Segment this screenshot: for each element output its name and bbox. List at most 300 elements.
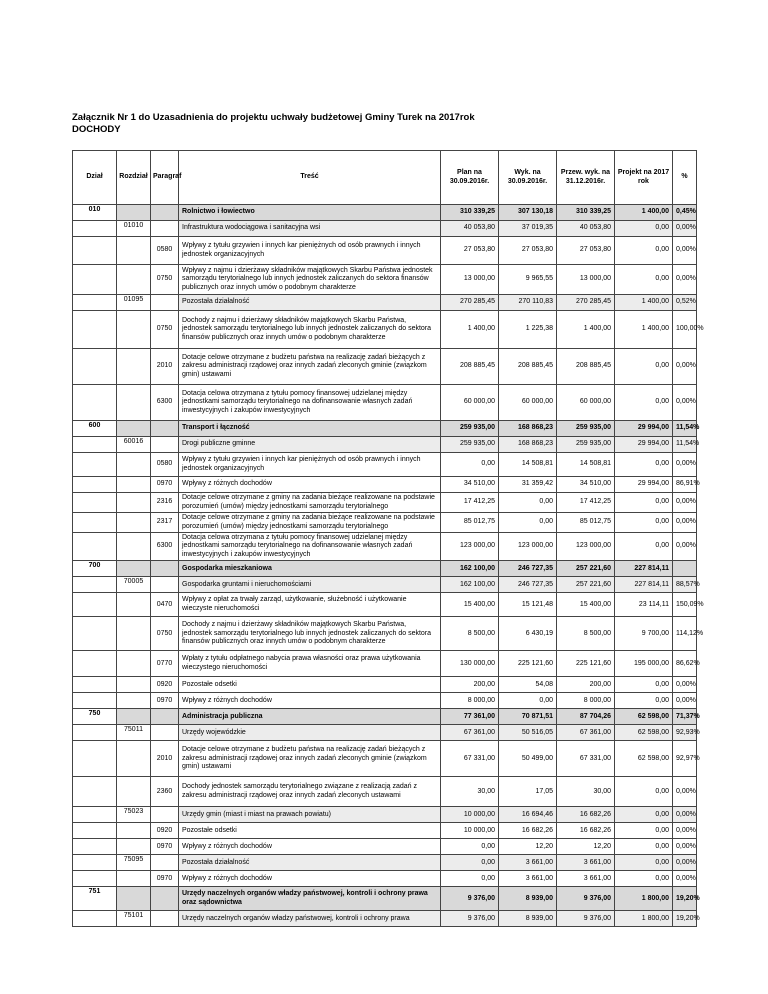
wyk-cell: 307 130,18 <box>499 205 557 221</box>
pct-cell: 86,62% <box>673 651 697 677</box>
projekt-cell: 0,00 <box>615 221 673 237</box>
paragraf-cell <box>151 221 179 237</box>
rozdzial-cell <box>117 651 151 677</box>
rozdzial-cell <box>117 533 151 561</box>
przew-cell: 310 339,25 <box>557 205 615 221</box>
projekt-cell: 29 994,00 <box>615 477 673 493</box>
paragraf-cell <box>151 807 179 823</box>
paragraf-cell <box>151 725 179 741</box>
rozdzial-cell <box>117 385 151 421</box>
wyk-cell: 168 868,23 <box>499 421 557 437</box>
pct-cell: 0,00% <box>673 693 697 709</box>
projekt-cell: 0,00 <box>615 777 673 807</box>
przew-cell: 9 376,00 <box>557 887 615 911</box>
header-projekt: Projekt na 2017 rok <box>615 151 673 205</box>
przew-cell: 30,00 <box>557 777 615 807</box>
tresc-cell: Urzędy naczelnych organów władzy państwowej, kontroli i ochrony prawa oraz sądownictwa <box>179 887 441 911</box>
wyk-cell: 14 508,81 <box>499 453 557 477</box>
rozdzial-row <box>73 725 697 741</box>
tresc-cell: Dotacje celowe otrzymane z gminy na zadania bieżące realizowane na podstawie porozumień (umów) między jednostkami samorządu terytorialnego <box>179 513 441 533</box>
projekt-cell: 9 700,00 <box>615 617 673 651</box>
rozdzial-cell <box>117 741 151 777</box>
plan-cell: 123 000,00 <box>441 533 499 561</box>
plan-cell: 67 331,00 <box>441 741 499 777</box>
dzial-cell <box>73 839 117 855</box>
wyk-cell: 8 939,00 <box>499 911 557 927</box>
projekt-cell: 0,00 <box>615 677 673 693</box>
projekt-cell: 0,00 <box>615 871 673 887</box>
wyk-cell: 0,00 <box>499 513 557 533</box>
paragraf-cell: 0920 <box>151 677 179 693</box>
rozdzial-cell <box>117 265 151 295</box>
plan-cell: 130 000,00 <box>441 651 499 677</box>
plan-cell: 85 012,75 <box>441 513 499 533</box>
paragraf-row <box>73 385 697 421</box>
paragraf-row <box>73 265 697 295</box>
pct-cell: 86,91% <box>673 477 697 493</box>
pct-cell: 0,00% <box>673 807 697 823</box>
pct-cell: 0,00% <box>673 871 697 887</box>
projekt-cell: 62 598,00 <box>615 725 673 741</box>
income-table <box>72 150 704 927</box>
projekt-cell: 1 400,00 <box>615 311 673 349</box>
wyk-cell: 27 053,80 <box>499 237 557 265</box>
tresc-cell: Wpłaty z tytułu odpłatnego nabycia prawa własności oraz prawa użytkowania wieczystego nieruchomości <box>179 651 441 677</box>
projekt-cell: 227 814,11 <box>615 561 673 577</box>
rozdzial-cell: 75095 <box>117 855 151 871</box>
rozdzial-cell: 75023 <box>117 807 151 823</box>
paragraf-row <box>73 741 697 777</box>
rozdzial-cell: 75011 <box>117 725 151 741</box>
wyk-cell: 9 965,55 <box>499 265 557 295</box>
paragraf-row <box>73 593 697 617</box>
projekt-cell: 1 400,00 <box>615 205 673 221</box>
paragraf-cell: 0750 <box>151 265 179 295</box>
header-plan: Plan na 30.09.2016r. <box>441 151 499 205</box>
plan-cell: 77 361,00 <box>441 709 499 725</box>
plan-cell: 8 000,00 <box>441 693 499 709</box>
paragraf-cell: 2360 <box>151 777 179 807</box>
plan-cell: 17 412,25 <box>441 493 499 513</box>
paragraf-cell: 2010 <box>151 741 179 777</box>
przew-cell: 259 935,00 <box>557 421 615 437</box>
wyk-cell: 0,00 <box>499 693 557 709</box>
paragraf-row <box>73 871 697 887</box>
paragraf-cell <box>151 295 179 311</box>
wyk-cell: 246 727,35 <box>499 561 557 577</box>
przew-cell: 60 000,00 <box>557 385 615 421</box>
paragraf-cell <box>151 577 179 593</box>
tresc-cell: Dotacja celowa otrzymana z tytułu pomocy finansowej udzielanej między jednostkami samorządu terytorialnego na dofinansowanie własnych zadań inwestycyjnych i zakupów inwestycyjnych <box>179 385 441 421</box>
pct-cell: 0,00% <box>673 823 697 839</box>
przew-cell: 8 500,00 <box>557 617 615 651</box>
pct-cell: 0,00% <box>673 855 697 871</box>
header-przew: Przew. wyk. na 31.12.2016r. <box>557 151 615 205</box>
dzial-cell <box>73 311 117 349</box>
wyk-cell: 123 000,00 <box>499 533 557 561</box>
przew-cell: 16 682,26 <box>557 807 615 823</box>
projekt-cell: 29 994,00 <box>615 421 673 437</box>
przew-cell: 87 704,26 <box>557 709 615 725</box>
rozdzial-row <box>73 855 697 871</box>
paragraf-row <box>73 237 697 265</box>
tresc-cell: Wpływy z różnych dochodów <box>179 871 441 887</box>
projekt-cell: 0,00 <box>615 807 673 823</box>
wyk-cell: 168 868,23 <box>499 437 557 453</box>
rozdzial-row <box>73 911 697 927</box>
tresc-cell: Dotacje celowe otrzymane z budżetu państwa na realizację zadań bieżących z zakresu administracji rządowej oraz innych zadań zleconych gminie (związkom gmin) ustawami <box>179 349 441 385</box>
plan-cell: 0,00 <box>441 839 499 855</box>
plan-cell: 162 100,00 <box>441 561 499 577</box>
pct-cell: 100,00% <box>673 311 697 349</box>
dzial-cell <box>73 437 117 453</box>
paragraf-row <box>73 617 697 651</box>
pct-cell: 150,09% <box>673 593 697 617</box>
plan-cell: 10 000,00 <box>441 823 499 839</box>
przew-cell: 123 000,00 <box>557 533 615 561</box>
pct-cell: 11,54% <box>673 437 697 453</box>
dzial-cell <box>73 617 117 651</box>
paragraf-cell <box>151 437 179 453</box>
rozdzial-cell <box>117 561 151 577</box>
projekt-cell: 1 800,00 <box>615 911 673 927</box>
przew-cell: 3 661,00 <box>557 871 615 887</box>
header-pct: % <box>673 151 697 205</box>
pct-cell: 0,45% <box>673 205 697 221</box>
projekt-cell: 0,00 <box>615 839 673 855</box>
rozdzial-cell <box>117 617 151 651</box>
rozdzial-cell <box>117 453 151 477</box>
przew-cell: 40 053,80 <box>557 221 615 237</box>
projekt-cell: 1 800,00 <box>615 887 673 911</box>
paragraf-cell: 0750 <box>151 311 179 349</box>
rozdzial-cell <box>117 477 151 493</box>
przew-cell: 14 508,81 <box>557 453 615 477</box>
projekt-cell: 0,00 <box>615 349 673 385</box>
tresc-cell: Urzędy naczelnych organów władzy państwowej, kontroli i ochrony prawa <box>179 911 441 927</box>
wyk-cell: 270 110,83 <box>499 295 557 311</box>
paragraf-cell: 0970 <box>151 693 179 709</box>
przew-cell: 85 012,75 <box>557 513 615 533</box>
paragraf-cell: 0770 <box>151 651 179 677</box>
tresc-cell: Dochody z najmu i dzierżawy składników majątkowych Skarbu Państwa, jednostek samorządu terytorialnego lub innych jednostek zaliczanych do sektora finansów publicznych oraz innych umów o podobnym charakterze <box>179 617 441 651</box>
dzial-row <box>73 887 697 911</box>
rozdzial-cell: 01010 <box>117 221 151 237</box>
wyk-cell: 6 430,19 <box>499 617 557 651</box>
pct-cell: 0,00% <box>673 533 697 561</box>
rozdzial-row <box>73 221 697 237</box>
wyk-cell: 16 682,26 <box>499 823 557 839</box>
rozdzial-cell <box>117 421 151 437</box>
paragraf-cell: 0580 <box>151 453 179 477</box>
dzial-row <box>73 205 697 221</box>
przew-cell: 13 000,00 <box>557 265 615 295</box>
paragraf-row <box>73 311 697 349</box>
wyk-cell: 15 121,48 <box>499 593 557 617</box>
paragraf-cell: 0580 <box>151 237 179 265</box>
dzial-cell: 751 <box>73 887 117 911</box>
plan-cell: 162 100,00 <box>441 577 499 593</box>
dzial-cell <box>73 385 117 421</box>
pct-cell: 0,00% <box>673 349 697 385</box>
header-rozdzial: Rozdział <box>117 151 151 205</box>
paragraf-cell <box>151 205 179 221</box>
plan-cell: 270 285,45 <box>441 295 499 311</box>
tresc-cell: Urzędy wojewódzkie <box>179 725 441 741</box>
paragraf-row <box>73 533 697 561</box>
rozdzial-cell <box>117 887 151 911</box>
projekt-cell: 0,00 <box>615 237 673 265</box>
rozdzial-cell <box>117 593 151 617</box>
projekt-cell: 0,00 <box>615 693 673 709</box>
pct-cell: 0,00% <box>673 839 697 855</box>
plan-cell: 30,00 <box>441 777 499 807</box>
dzial-cell <box>73 533 117 561</box>
plan-cell: 9 376,00 <box>441 887 499 911</box>
dzial-cell <box>73 295 117 311</box>
paragraf-cell <box>151 421 179 437</box>
header-paragraf: Paragraf <box>151 151 179 205</box>
przew-cell: 17 412,25 <box>557 493 615 513</box>
wyk-cell: 60 000,00 <box>499 385 557 421</box>
rozdzial-cell: 01095 <box>117 295 151 311</box>
pct-cell: 114,12% <box>673 617 697 651</box>
tresc-cell: Wpływy z najmu i dzierżawy składników majątkowych Skarbu Państwa jednostek samorządu terytorialnego lub innych jednostek zaliczanych do sektora finansów publicznych oraz innych umów o podobnym charakterze <box>179 265 441 295</box>
projekt-cell: 0,00 <box>615 855 673 871</box>
dzial-cell <box>73 349 117 385</box>
table-body <box>73 205 704 927</box>
plan-cell: 259 935,00 <box>441 421 499 437</box>
dzial-row <box>73 709 697 725</box>
tresc-cell: Dotacje celowe otrzymane z gminy na zadania bieżące realizowane na podstawie porozumień (umów) między jednostkami samorządu terytorialnego <box>179 493 441 513</box>
tresc-cell: Dotacja celowa otrzymana z tytułu pomocy finansowej udzielanej między jednostkami samorządu terytorialnego na dofinansowanie własnych zadań inwestycyjnych i zakupów inwestycyjnych <box>179 533 441 561</box>
rozdzial-cell: 60016 <box>117 437 151 453</box>
paragraf-cell <box>151 709 179 725</box>
wyk-cell: 50 516,05 <box>499 725 557 741</box>
plan-cell: 0,00 <box>441 871 499 887</box>
dzial-row <box>73 561 697 577</box>
paragraf-cell: 0970 <box>151 871 179 887</box>
dzial-cell <box>73 911 117 927</box>
dzial-row <box>73 421 697 437</box>
dzial-cell <box>73 477 117 493</box>
pct-cell: 71,37% <box>673 709 697 725</box>
rozdzial-row <box>73 295 697 311</box>
plan-cell: 15 400,00 <box>441 593 499 617</box>
paragraf-cell <box>151 561 179 577</box>
projekt-cell: 195 000,00 <box>615 651 673 677</box>
przew-cell: 225 121,60 <box>557 651 615 677</box>
title-line-2: DOCHODY <box>72 124 121 135</box>
dzial-cell <box>73 265 117 295</box>
plan-cell: 40 053,80 <box>441 221 499 237</box>
pct-cell: 0,00% <box>673 453 697 477</box>
wyk-cell: 12,20 <box>499 839 557 855</box>
title-line-1: Załącznik Nr 1 do Uzasadnienia do projektu uchwały budżetowej Gminy Turek na 2017rok <box>72 112 475 123</box>
rozdzial-cell <box>117 693 151 709</box>
tresc-cell: Pozostała działalność <box>179 855 441 871</box>
tresc-cell: Wpływy z różnych dochodów <box>179 839 441 855</box>
dzial-cell <box>73 577 117 593</box>
plan-cell: 8 500,00 <box>441 617 499 651</box>
projekt-cell: 0,00 <box>615 453 673 477</box>
paragraf-row <box>73 493 697 513</box>
tresc-cell: Dochody jednostek samorządu terytorialnego związane z realizacją zadań z zakresu administracji rządowej oraz innych zadań zleconych ustawami <box>179 777 441 807</box>
plan-cell: 34 510,00 <box>441 477 499 493</box>
pct-cell: 92,93% <box>673 725 697 741</box>
dzial-cell: 750 <box>73 709 117 725</box>
paragraf-cell: 0750 <box>151 617 179 651</box>
tresc-cell: Transport i łączność <box>179 421 441 437</box>
tresc-cell: Rolnictwo i łowiectwo <box>179 205 441 221</box>
wyk-cell: 208 885,45 <box>499 349 557 385</box>
przew-cell: 257 221,60 <box>557 577 615 593</box>
plan-cell: 259 935,00 <box>441 437 499 453</box>
rozdzial-cell <box>117 493 151 513</box>
wyk-cell: 16 694,46 <box>499 807 557 823</box>
pct-cell: 0,00% <box>673 265 697 295</box>
projekt-cell: 0,00 <box>615 513 673 533</box>
dzial-cell <box>73 871 117 887</box>
paragraf-row <box>73 823 697 839</box>
przew-cell: 27 053,80 <box>557 237 615 265</box>
wyk-cell: 50 499,00 <box>499 741 557 777</box>
projekt-cell: 62 598,00 <box>615 709 673 725</box>
paragraf-cell: 2010 <box>151 349 179 385</box>
przew-cell: 259 935,00 <box>557 437 615 453</box>
wyk-cell: 225 121,60 <box>499 651 557 677</box>
rozdzial-row <box>73 807 697 823</box>
rozdzial-cell <box>117 823 151 839</box>
pct-cell: 92,97% <box>673 741 697 777</box>
paragraf-cell <box>151 887 179 911</box>
dzial-cell <box>73 677 117 693</box>
przew-cell: 200,00 <box>557 677 615 693</box>
dzial-cell <box>73 221 117 237</box>
plan-cell: 13 000,00 <box>441 265 499 295</box>
paragraf-cell: 0920 <box>151 823 179 839</box>
rozdzial-cell <box>117 513 151 533</box>
wyk-cell: 3 661,00 <box>499 855 557 871</box>
header-wyk: Wyk. na 30.09.2016r. <box>499 151 557 205</box>
przew-cell: 67 361,00 <box>557 725 615 741</box>
pct-cell: 0,00% <box>673 777 697 807</box>
dzial-cell <box>73 725 117 741</box>
dzial-cell <box>73 651 117 677</box>
tresc-cell: Wpływy z różnych dochodów <box>179 477 441 493</box>
przew-cell: 67 331,00 <box>557 741 615 777</box>
projekt-cell: 23 114,11 <box>615 593 673 617</box>
wyk-cell: 1 225,38 <box>499 311 557 349</box>
wyk-cell: 54,08 <box>499 677 557 693</box>
paragraf-cell: 0470 <box>151 593 179 617</box>
rozdzial-cell <box>117 349 151 385</box>
pct-cell: 0,00% <box>673 237 697 265</box>
przew-cell: 12,20 <box>557 839 615 855</box>
pct-cell: 0,00% <box>673 385 697 421</box>
dzial-cell <box>73 777 117 807</box>
plan-cell: 60 000,00 <box>441 385 499 421</box>
paragraf-cell: 0970 <box>151 477 179 493</box>
plan-cell: 0,00 <box>441 453 499 477</box>
przew-cell: 16 682,26 <box>557 823 615 839</box>
plan-cell: 27 053,80 <box>441 237 499 265</box>
dzial-cell <box>73 855 117 871</box>
przew-cell: 3 661,00 <box>557 855 615 871</box>
tresc-cell: Urzędy gmin (miast i miast na prawach powiatu) <box>179 807 441 823</box>
tresc-cell: Wpływy z opłat za trwały zarząd, użytkowanie, służebność i użytkowanie wieczyste nieruchomości <box>179 593 441 617</box>
projekt-cell: 0,00 <box>615 533 673 561</box>
przew-cell: 15 400,00 <box>557 593 615 617</box>
plan-cell: 1 400,00 <box>441 311 499 349</box>
dzial-cell: 700 <box>73 561 117 577</box>
tresc-cell: Dotacje celowe otrzymane z budżetu państwa na realizację zadań bieżących z zakresu administracji rządowej oraz innych zadań zleconych gminie (związkom gmin) ustawami <box>179 741 441 777</box>
rozdzial-cell <box>117 871 151 887</box>
header-tresc: Treść <box>179 151 441 205</box>
pct-cell: 0,00% <box>673 221 697 237</box>
document-title <box>72 112 475 136</box>
paragraf-cell <box>151 855 179 871</box>
wyk-cell: 0,00 <box>499 493 557 513</box>
table-header-row <box>73 151 697 205</box>
wyk-cell: 246 727,35 <box>499 577 557 593</box>
dzial-cell <box>73 453 117 477</box>
przew-cell: 1 400,00 <box>557 311 615 349</box>
dzial-cell <box>73 807 117 823</box>
pct-cell: 19,20% <box>673 887 697 911</box>
projekt-cell: 0,00 <box>615 823 673 839</box>
projekt-cell: 0,00 <box>615 385 673 421</box>
paragraf-row <box>73 693 697 709</box>
tresc-cell: Dochody z najmu i dzierżawy składników majątkowych Skarbu Państwa, jednostek samorządu terytorialnego lub innych jednostek zaliczanych do sektora finansów publicznych oraz innych umów o podobnym charakterze <box>179 311 441 349</box>
rozdzial-cell: 70005 <box>117 577 151 593</box>
paragraf-cell: 6300 <box>151 533 179 561</box>
tresc-cell: Drogi publiczne gminne <box>179 437 441 453</box>
paragraf-cell: 2317 <box>151 513 179 533</box>
tresc-cell: Administracja publiczna <box>179 709 441 725</box>
tresc-cell: Wpływy z różnych dochodów <box>179 693 441 709</box>
rozdzial-cell <box>117 237 151 265</box>
paragraf-cell: 2316 <box>151 493 179 513</box>
dzial-cell <box>73 513 117 533</box>
paragraf-row <box>73 477 697 493</box>
dzial-cell <box>73 741 117 777</box>
paragraf-row <box>73 677 697 693</box>
paragraf-row <box>73 349 697 385</box>
rozdzial-row <box>73 577 697 593</box>
pct-cell <box>673 561 697 577</box>
przew-cell: 8 000,00 <box>557 693 615 709</box>
dzial-cell <box>73 693 117 709</box>
wyk-cell: 3 661,00 <box>499 871 557 887</box>
plan-cell: 310 339,25 <box>441 205 499 221</box>
plan-cell: 0,00 <box>441 855 499 871</box>
pct-cell: 0,00% <box>673 677 697 693</box>
rozdzial-row <box>73 437 697 453</box>
pct-cell: 0,00% <box>673 493 697 513</box>
header-dzial: Dział <box>73 151 117 205</box>
pct-cell: 0,00% <box>673 513 697 533</box>
plan-cell: 10 000,00 <box>441 807 499 823</box>
wyk-cell: 17,05 <box>499 777 557 807</box>
pct-cell: 88,57% <box>673 577 697 593</box>
projekt-cell: 0,00 <box>615 265 673 295</box>
dzial-cell: 600 <box>73 421 117 437</box>
dzial-cell <box>73 237 117 265</box>
plan-cell: 67 361,00 <box>441 725 499 741</box>
rozdzial-cell: 75101 <box>117 911 151 927</box>
wyk-cell: 37 019,35 <box>499 221 557 237</box>
